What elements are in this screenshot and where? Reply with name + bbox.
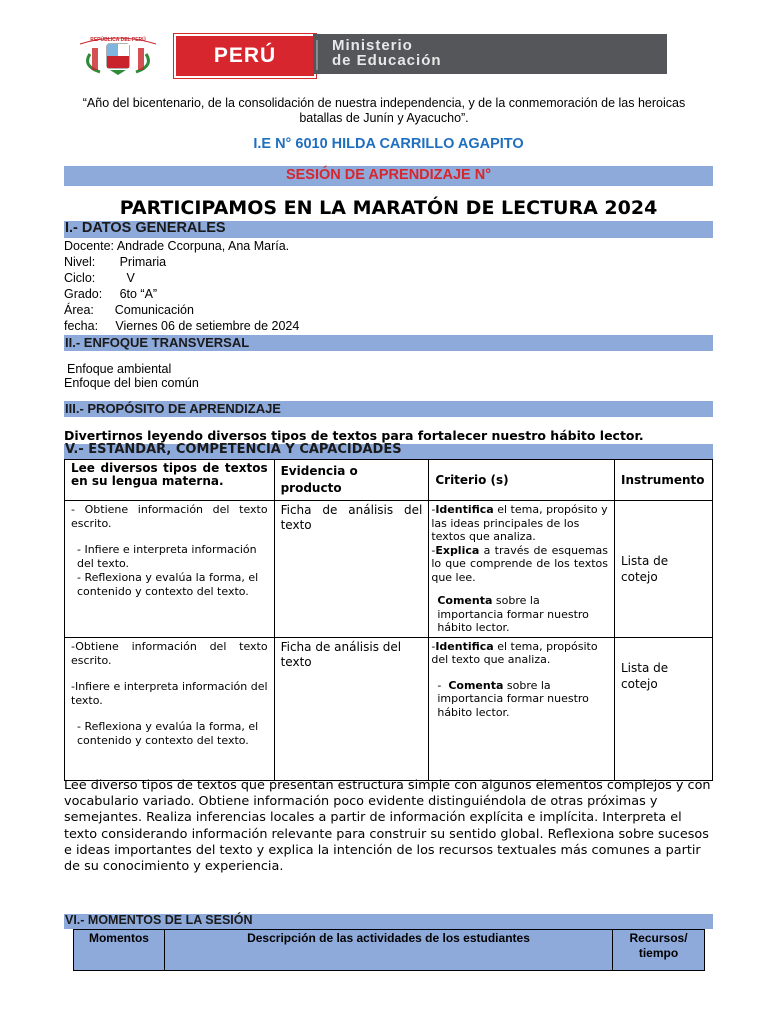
row2-instrumento-text: Lista de cotejo: [621, 660, 669, 691]
svg-text:REPÚBLICA DEL PERÚ: REPÚBLICA DEL PERÚ: [90, 37, 146, 43]
row2-cap3: - Reflexiona y evalúa la forma, el contenido y contexto del texto.: [77, 719, 259, 747]
row1-cap3: - Reflexiona y evalúa la forma, el contenido y contexto del texto.: [77, 571, 259, 598]
header-evidencia-text: Evidencia o producto: [280, 464, 358, 495]
header-instrumento-text: Instrumento: [621, 473, 705, 487]
section-title-momentos: VI.- MOMENTOS DE LA SESIÓN: [65, 913, 253, 927]
row1-capacidades: [65, 501, 275, 638]
datos-area: Área: Comunicación: [64, 303, 194, 317]
year-motto: “Año del bicentenario, de la consolidación de nuestra independencia, y de la conmemoración de las heroicas batallas de Junín y Ayacucho”.: [82, 96, 686, 125]
row1-crit3-rest: sobre la importancia formar nuestro hábito lector.: [437, 594, 589, 634]
moments-table: [73, 929, 705, 971]
datos-grado: Grado: 6to “A”: [64, 287, 158, 301]
section-title-estandar: V.- ESTANDAR, COMPETENCIA Y CAPACIDADES: [65, 442, 402, 457]
header-evidencia: [274, 460, 429, 501]
table-row: [65, 637, 713, 780]
datos-ciclo: Ciclo: V: [64, 271, 135, 285]
section-title-proposito: III.- PROPÓSITO DE APRENDIZAJE: [65, 401, 281, 416]
row2-cap1: -Obtiene información del texto escrito.: [71, 639, 268, 667]
moments-col-descripcion: Descripción de las actividades de los estudiantes: [164, 930, 612, 971]
peru-brand-text: PERÚ: [213, 44, 277, 67]
row1-crit1: -Identifica el tema, propósito y las ideas principales de los textos que analiza.: [431, 503, 608, 543]
school-name: I.E N° 6010 HILDA CARRILLO AGAPITO: [253, 136, 524, 152]
row1-instrumento: [615, 501, 713, 638]
enfoque-item-2: Enfoque del bien común: [64, 376, 199, 390]
row1-cap1: - Obtiene información del texto escrito.: [71, 503, 268, 530]
standard-paragraph: Lee diverso tipos de textos que presentan estructura simple con algunos elementos complejos y con vocabulario variado. Obtiene información poco evidente distinguiéndola de otras próximas y semejantes. Realiza inferencias locales a partir de información explícita e implícita. Interpreta el texto considerando información relevante para construir su sentido global. Reflexiona sobre sucesos e ideas importantes del texto y explica la intención de los recursos textuales más comunes a partir de su conocimiento y experiencia.: [64, 778, 711, 875]
ministry-line2: de Educación: [332, 52, 442, 69]
header-competencia-text: Lee diversos tipos de textos en su lengua materna.: [71, 461, 268, 488]
row1-crit1-rest: el tema, propósito y las ideas principales de los textos que analiza.: [431, 503, 608, 543]
peru-brand-box: [174, 34, 316, 78]
row2-crit2-verb: Comenta: [448, 678, 504, 692]
row1-cap2: - Infiere e interpreta información del texto.: [77, 543, 257, 570]
moments-col-recursos: Recursos/ tiempo: [613, 930, 705, 971]
header-criterio: [429, 460, 615, 501]
datos-fecha: fecha: Viernes 06 de setiembre de 2024: [64, 319, 300, 333]
ministry-brand-text: [332, 38, 442, 68]
row1-crit2: -Explica a través de esquemas lo que comprende de los textos que lee.: [431, 543, 608, 584]
section-title-enfoque: II.- ENFOQUE TRANSVERSAL: [65, 335, 250, 350]
row2-evidencia: [274, 637, 429, 780]
row2-crit1-rest: el tema, propósito del texto que analiza.: [431, 639, 598, 666]
row2-evidencia-text: Ficha de análisis del texto: [280, 639, 402, 669]
row2-instrumento: [615, 637, 713, 780]
document-title: PARTICIPAMOS EN LA MARATÓN DE LECTURA 2024: [119, 197, 658, 219]
competency-table: [64, 459, 713, 781]
table-header-row: [65, 460, 713, 501]
row1-evidencia-text: Ficha de análisis del texto: [280, 503, 423, 532]
row1-crit3: [431, 594, 608, 635]
session-label: SESIÓN DE APRENDIZAJE N°: [285, 167, 492, 183]
row2-crit1: -Identifica el tema, propósito del texto que analiza.: [431, 639, 598, 666]
section-title-datos: I.- DATOS GENERALES: [65, 220, 226, 236]
enfoque-item-1: Enfoque ambiental: [67, 362, 172, 376]
row1-evidencia: [274, 501, 429, 638]
header-instrumento: [615, 460, 713, 501]
row2-capacidades: [65, 637, 275, 780]
row1-crit1-verb: Identifica: [435, 503, 494, 516]
moments-col-momentos: Momentos: [74, 930, 165, 971]
row2-crit1-verb: Identifica: [435, 639, 494, 653]
row1-crit3-verb: Comenta: [437, 594, 493, 607]
table-row: [65, 501, 713, 638]
ministry-line1: Ministerio: [332, 37, 413, 54]
row1-criterios: [429, 501, 615, 638]
datos-nivel: Nivel: Primaria: [64, 255, 167, 269]
row2-criterios: [429, 637, 615, 780]
ministry-separator: [316, 40, 318, 70]
header-competencia: [65, 460, 275, 501]
row2-cap2: -Infiere e interpreta información del texto.: [71, 679, 268, 707]
datos-docente: Docente: Andrade Ccorpuna, Ana María.: [64, 239, 290, 253]
row1-crit2-rest: a través de esquemas lo que comprende de los textos que lee.: [431, 543, 608, 584]
row2-crit2-rest: sobre la importancia formar nuestro hábito lector.: [437, 678, 589, 719]
row1-instrumento-text: Lista de cotejo: [621, 553, 669, 584]
moments-header-row: [74, 930, 705, 971]
row2-crit2: - Comenta sobre la importancia formar nuestro hábito lector.: [437, 678, 589, 719]
header-criterio-text: Criterio (s): [435, 473, 509, 487]
peru-coat-of-arms-logo: [70, 32, 166, 76]
row1-crit2-verb: Explica: [435, 543, 480, 557]
purpose-text: Divertirnos leyendo diversos tipos de textos para fortalecer nuestro hábito lector.: [64, 428, 644, 443]
